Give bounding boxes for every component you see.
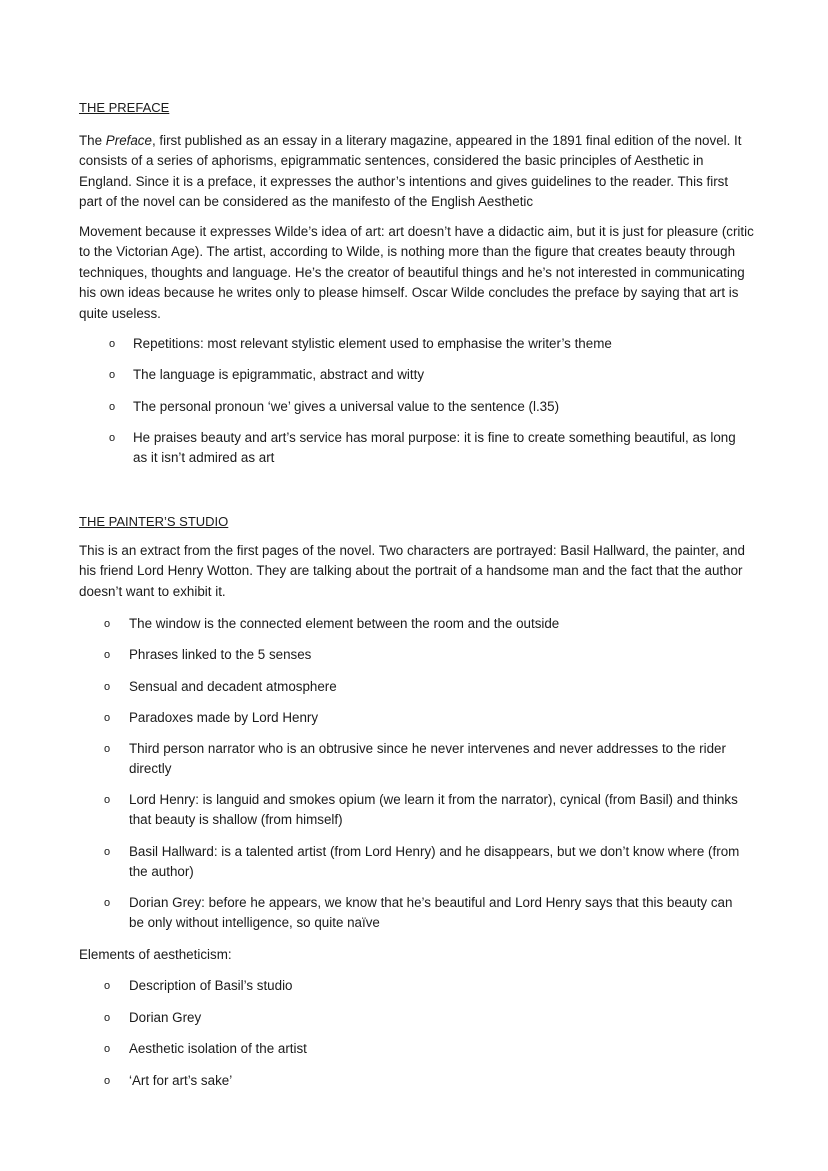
studio-paragraph: This is an extract from the first pages of the novel. Two characters are portrayed: Basil Hallward, the painter, and his friend Lord Henry Wotton. They are talking about the portrait of a handsome man and the fact that the author doesn’t want to exhibit it. [79,543,745,599]
bullet-marker: o [104,1075,111,1087]
preface-italic-title: Preface [105,133,152,148]
bullet-marker: o [104,846,111,858]
bullet-marker: o [104,1012,111,1024]
list-item: The language is epigrammatic, abstract and witty [133,367,425,382]
preface-paragraph-1-rest: , first published as an essay in a literary magazine, appeared in the 1891 final edition of the novel. It consists of a series of aphorisms, epigrammatic sentences, considered the basic principles of Aesthetic in England. Since it is a preface, it expresses the author’s intentions and gives guidelines to the reader. This first part of the novel can be considered as the manifesto of the English Aesthetic [79,133,742,210]
list-item: Description of Basil’s studio [129,978,293,993]
bullet-marker: o [109,369,116,381]
list-item: Dorian Grey: before he appears, we know that he’s beautiful and Lord Henry says that this beauty can be only without intelligence, so quite naïve [129,895,733,931]
bullet-marker: o [104,980,111,992]
studio-heading: THE PAINTER’S STUDIO [79,514,229,529]
list-item: Phrases linked to the 5 senses [129,647,312,662]
preface-paragraph-2: Movement because it expresses Wilde’s idea of art: art doesn’t have a didactic aim, but it is just for pleasure (critic to the Victorian Age). The artist, according to Wilde, is nothing more than the figure that creates beauty through techniques, thoughts and language. He’s the creator of beautiful things and he’s not interested in communicating his own ideas because he writes only to please himself. Oscar Wilde concludes the preface by saying that art is quite useless. [79,224,754,321]
bullet-marker: o [104,649,111,661]
list-item: Repetitions: most relevant stylistic element used to emphasise the writer’s theme [133,336,612,351]
bullet-marker: o [104,897,111,909]
bullet-marker: o [109,401,116,413]
bullet-marker: o [104,712,111,724]
bullet-marker: o [104,743,111,755]
bullet-marker: o [104,1043,111,1055]
elements-label: Elements of aestheticism: [79,947,232,962]
bullet-marker: o [104,794,111,806]
bullet-marker: o [104,618,111,630]
bullet-marker: o [104,681,111,693]
preface-paragraph-1-start: The [79,133,106,148]
list-item: Sensual and decadent atmosphere [129,679,337,694]
bullet-marker: o [109,432,116,444]
list-item: Basil Hallward: is a talented artist (from Lord Henry) and he disappears, but we don’t know where (from the author) [129,844,740,880]
bullet-marker: o [109,338,116,350]
list-item: He praises beauty and art’s service has moral purpose: it is fine to create something beautiful, as long as it isn’t admired as art [133,430,736,466]
list-item: The window is the connected element between the room and the outside [129,616,560,631]
list-item: Paradoxes made by Lord Henry [129,710,319,725]
list-item: The personal pronoun ‘we’ gives a universal value to the sentence (l.35) [133,399,560,414]
list-item: ‘Art for art’s sake’ [129,1073,233,1088]
list-item: Dorian Grey [129,1010,202,1025]
preface-paragraph-1 [79,131,754,213]
list-item: Aesthetic isolation of the artist [129,1041,307,1056]
preface-heading: THE PREFACE [79,100,170,115]
list-item: Third person narrator who is an obtrusive since he never intervenes and never addresses to the rider directly [129,741,726,777]
list-item: Lord Henry: is languid and smokes opium (we learn it from the narrator), cynical (from Basil) and thinks that beauty is shallow (from himself) [129,792,738,828]
